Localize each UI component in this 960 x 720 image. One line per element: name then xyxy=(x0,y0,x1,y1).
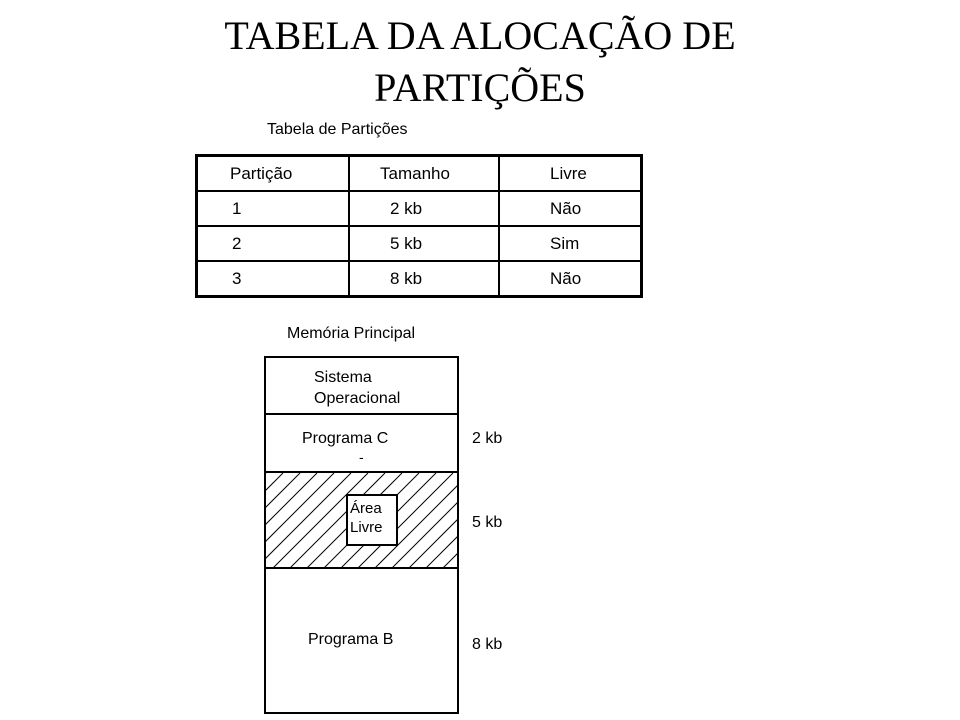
cell-partition: 3 xyxy=(197,261,350,297)
hatch-line xyxy=(266,473,351,569)
size-label-program-c: 2 kb xyxy=(472,430,503,447)
slide-title xyxy=(80,10,880,114)
cell-free: Sim xyxy=(499,226,642,261)
header-tamanho: Tamanho xyxy=(349,156,499,192)
free-area-label-box xyxy=(346,494,398,546)
slide-title-line2: PARTIÇÕES xyxy=(374,65,586,110)
memory-block-program-b xyxy=(266,569,457,712)
os-label-line1: Sistema xyxy=(314,369,372,386)
cell-partition: 1 xyxy=(197,191,350,226)
free-area-label-line1: Área xyxy=(350,500,382,517)
cell-size: 2 kb xyxy=(349,191,499,226)
hatch-line xyxy=(266,473,334,569)
os-label-line2: Operacional xyxy=(314,390,401,407)
program-c-label: Programa C xyxy=(302,430,389,447)
cell-size: 5 kb xyxy=(349,226,499,261)
size-label-free-area: 5 kb xyxy=(472,514,503,531)
memory-block-os xyxy=(266,358,457,415)
hatch-line xyxy=(408,473,457,569)
hatch-line xyxy=(266,473,317,569)
slide-title-line1: TABELA DA ALOCAÇÃO DE xyxy=(224,13,736,58)
hatch-line xyxy=(391,473,457,569)
memory-caption: Memória Principal xyxy=(287,325,416,342)
memory-block-program-c xyxy=(266,415,457,473)
hatch-line xyxy=(266,473,300,569)
table-row xyxy=(197,226,642,261)
table-row xyxy=(197,191,642,226)
cell-partition: 2 xyxy=(197,226,350,261)
table-row xyxy=(197,261,642,297)
program-c-mark: - xyxy=(359,449,364,465)
header-particao: Partição xyxy=(197,156,350,192)
memory-block-free-area xyxy=(266,473,457,569)
cell-free: Não xyxy=(499,191,642,226)
main-memory-diagram xyxy=(264,356,459,714)
cell-free: Não xyxy=(499,261,642,297)
os-label xyxy=(314,367,400,409)
partition-table xyxy=(195,154,643,298)
partition-table-header-row xyxy=(197,156,642,192)
program-b-label: Programa B xyxy=(308,631,394,648)
partition-table-caption: Tabela de Partições xyxy=(267,121,408,138)
hatch-line xyxy=(442,473,457,569)
free-area-label-line2: Livre xyxy=(350,519,383,536)
hatch-line xyxy=(425,473,457,569)
size-label-program-b: 8 kb xyxy=(472,636,503,653)
cell-size: 8 kb xyxy=(349,261,499,297)
header-livre: Livre xyxy=(499,156,642,192)
